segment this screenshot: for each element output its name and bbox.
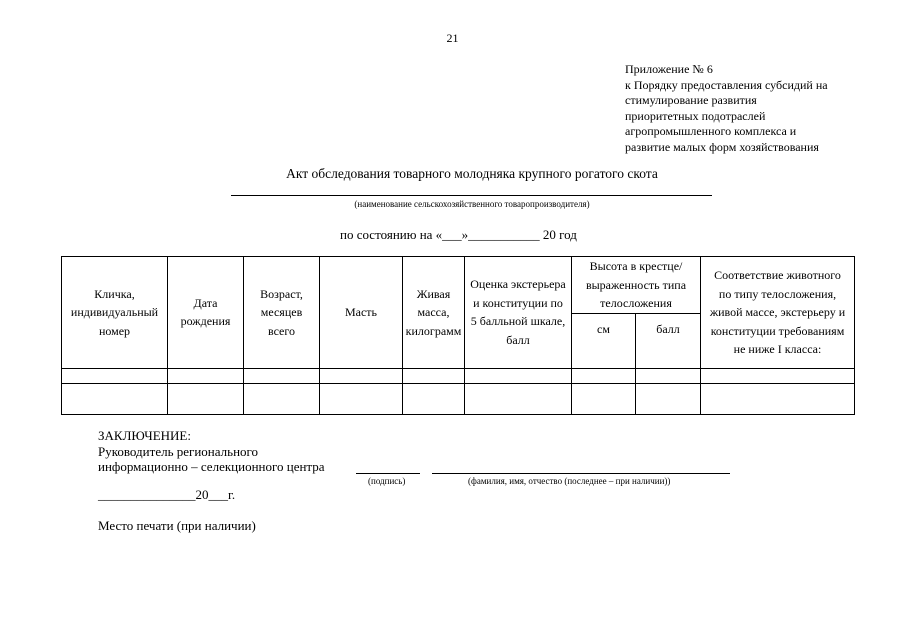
as-of-date-line: по состоянию на «___»___________ 20 год <box>340 227 577 242</box>
header-exterior-score: Оценка экстерьера и конституции по 5 балльной шкале, балл <box>465 257 572 369</box>
header-live-weight: Живая масса, килограмм <box>403 257 465 369</box>
table-cell <box>572 368 636 383</box>
conclusion-block <box>98 428 325 475</box>
table-cell <box>403 383 465 414</box>
table-cell <box>403 368 465 383</box>
table-row <box>62 368 855 383</box>
table-cell <box>168 368 244 383</box>
table-cell <box>320 383 403 414</box>
header-birth-date: Дата рождения <box>168 257 244 369</box>
table-cell <box>168 383 244 414</box>
date-line: _______________20___г. <box>98 487 236 502</box>
document-title: Акт обследования товарного молодняка крупного рогатого скота <box>286 166 658 181</box>
header-name: Кличка, индивидуальный номер <box>62 257 168 369</box>
table-cell <box>244 368 320 383</box>
table-cell <box>572 383 636 414</box>
header-age: Возраст, месяцев всего <box>244 257 320 369</box>
appendix-line: к Порядку предоставления субсидий на <box>625 77 828 92</box>
table-cell <box>636 383 701 414</box>
signature-caption: (подпись) <box>368 476 406 486</box>
page-number: 21 <box>446 31 459 45</box>
appendix-line: стимулирование развития <box>625 93 757 107</box>
signer-title-line: информационно – селекционного центра <box>98 459 325 474</box>
table-cell <box>62 383 168 414</box>
inspection-table <box>61 256 855 415</box>
table-cell <box>701 383 855 414</box>
table-cell <box>320 368 403 383</box>
table-row <box>62 383 855 414</box>
table-cell <box>62 368 168 383</box>
table-cell <box>636 368 701 383</box>
appendix-line: приоритетных подотраслей <box>625 108 766 123</box>
appendix-note <box>625 62 828 155</box>
signature-line <box>356 473 420 474</box>
header-height: Высота в крестце/ выраженность типа телосложения <box>572 257 701 314</box>
seal-place: Место печати (при наличии) <box>98 518 256 533</box>
table-cell <box>244 383 320 414</box>
header-height-score: балл <box>636 313 701 368</box>
signer-title-line: Руководитель регионального <box>98 443 259 459</box>
producer-caption: (наименование сельскохозяйственного товаропроизводителя) <box>354 199 590 209</box>
conclusion-heading: ЗАКЛЮЧЕНИЕ: <box>98 428 191 443</box>
table-cell <box>465 368 572 383</box>
header-color: Масть <box>320 257 403 369</box>
table-cell <box>465 383 572 414</box>
producer-name-line <box>231 195 712 196</box>
appendix-line: агропромышленного комплекса и <box>625 124 797 138</box>
appendix-line: развитие малых форм хозяйствования <box>625 139 819 154</box>
full-name-line <box>432 473 730 474</box>
header-compliance: Соответствие животного по типу телосложения, живой массе, экстерьеру и конституции требованиям не ниже I класса: <box>701 257 855 369</box>
appendix-line: Приложение № 6 <box>625 62 713 76</box>
header-height-cm: см <box>572 313 636 368</box>
full-name-caption: (фамилия, имя, отчество (последнее – при наличии)) <box>468 476 671 486</box>
table-cell <box>701 368 855 383</box>
